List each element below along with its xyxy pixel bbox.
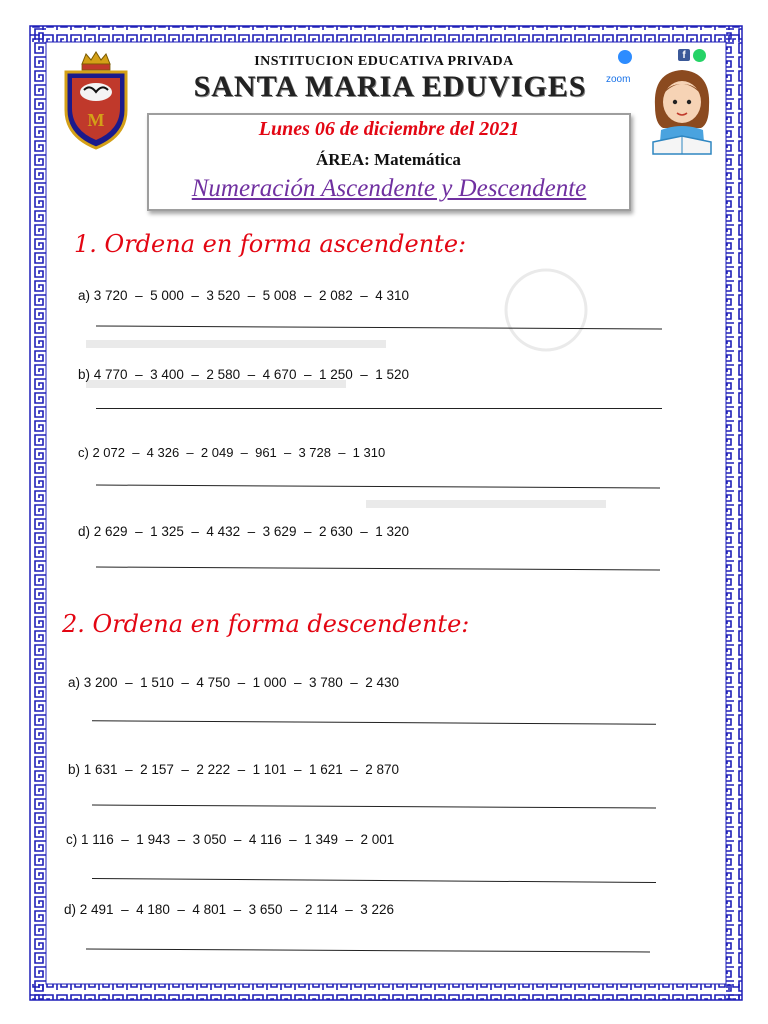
exercise-2c <box>66 832 394 847</box>
exercise-numbers: 2 629 – 1 325 – 4 432 – 3 629 – 2 630 – 1 320 <box>93 524 410 539</box>
exercise-label: a) <box>68 675 81 690</box>
zoom-logo: zoom <box>606 74 631 85</box>
svg-text:M: M <box>87 110 105 130</box>
student-reading-illustration <box>645 64 719 156</box>
date-label: Lunes 06 de diciembre del 2021 <box>258 118 520 140</box>
exercise-numbers: 3 200 – 1 510 – 4 750 – 1 000 – 3 780 – 2 430 <box>83 675 400 690</box>
zoom-camera-icon <box>618 50 632 64</box>
exercise-2d <box>64 902 394 917</box>
exercise-numbers: 1 116 – 1 943 – 3 050 – 4 116 – 1 349 – 2 001 <box>81 832 395 847</box>
exercise-1c <box>78 445 385 460</box>
exercise-label: a) <box>78 288 91 303</box>
answer-line-1b[interactable] <box>96 408 662 409</box>
exercise-1d <box>78 524 409 539</box>
exercise-label: d) <box>78 524 91 539</box>
exercise-2a <box>68 675 399 690</box>
exercise-2b <box>68 762 399 777</box>
exercise-label: c) <box>66 832 78 847</box>
exercise-1a <box>78 288 409 303</box>
section-descending-title: 2. Ordena en forma descendente: <box>62 610 470 638</box>
exercise-label: b) <box>68 762 81 777</box>
exercise-numbers: 3 720 – 5 000 – 3 520 – 5 008 – 2 082 – 4 310 <box>93 288 410 303</box>
exercise-numbers: 2 072 – 4 326 – 2 049 – 961 – 3 728 – 1 310 <box>92 445 386 460</box>
exercise-numbers: 1 631 – 2 157 – 2 222 – 1 101 – 1 621 – 2 870 <box>83 762 400 777</box>
institution-label: INSTITUCION EDUCATIVA PRIVADA <box>254 54 514 69</box>
exercise-label: c) <box>78 445 89 460</box>
section-ascending-title: 1. Ordena en forma ascendente: <box>74 230 467 258</box>
facebook-icon: f <box>678 49 690 61</box>
exercise-numbers: 4 770 – 3 400 – 2 580 – 4 670 – 1 250 – 1 520 <box>93 367 410 382</box>
exercise-1b <box>78 367 409 382</box>
exercise-label: b) <box>78 367 91 382</box>
exercise-label: d) <box>64 902 77 917</box>
whatsapp-icon <box>693 49 706 62</box>
topic-title: Numeración Ascendente y Descendente <box>191 175 587 202</box>
area-label: ÁREA: Matemática <box>316 150 461 169</box>
exercise-numbers: 2 491 – 4 180 – 4 801 – 3 650 – 2 114 – 3 226 <box>79 902 395 917</box>
school-name: SANTA MARIA EDUVIGES <box>193 70 587 103</box>
